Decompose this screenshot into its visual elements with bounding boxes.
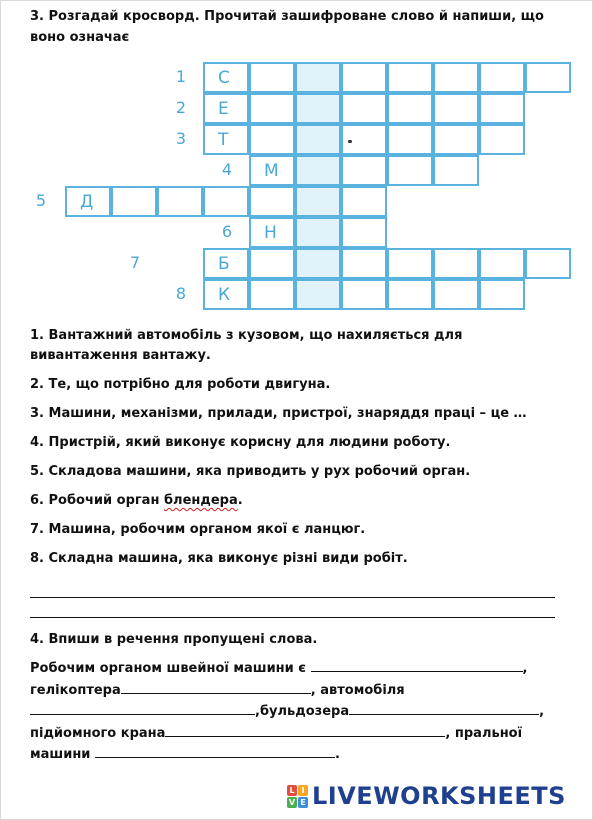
crossword-cell[interactable] <box>249 155 295 186</box>
crossword-cell[interactable] <box>249 124 295 155</box>
row-5-number: 5 <box>35 191 47 210</box>
logo-block-v: V <box>288 798 296 807</box>
crossword-cell[interactable] <box>295 155 341 186</box>
row-2-number: 2 <box>175 98 187 117</box>
crossword-cell[interactable] <box>295 93 341 124</box>
t4-line5-end: . <box>334 747 340 762</box>
logo-blocks-icon <box>287 785 309 809</box>
logo-block-l: L <box>287 785 297 796</box>
blank-helicopter[interactable] <box>121 680 311 694</box>
crossword-cell[interactable] <box>479 279 525 310</box>
crossword-cell[interactable] <box>433 62 479 93</box>
clue-7: 7. Машина, робочим органом якої є ланцюг. <box>30 522 366 537</box>
logo-text: LIVEWORKSHEETS <box>312 782 566 810</box>
crossword-cell[interactable] <box>65 186 111 217</box>
crossword-cell[interactable] <box>525 62 571 93</box>
clue-1: 1. Вантажний автомобіль з кузовом, що нахиляється для вивантаження вантажу. <box>30 328 463 363</box>
t4-line2-end: , автомобіля <box>310 682 405 698</box>
given-letter: Н <box>264 223 277 243</box>
crossword-cell[interactable] <box>479 62 525 93</box>
crossword-cell[interactable] <box>387 124 433 155</box>
blank-washing-machine[interactable] <box>95 744 335 758</box>
crossword-cell[interactable] <box>295 279 341 310</box>
t4-line3-text: ,бульдозера <box>255 704 350 719</box>
crossword-cell[interactable] <box>479 124 525 155</box>
t4-line1-text: Робочим органом швейної машини є <box>30 661 307 676</box>
row-8-number: 8 <box>175 284 187 303</box>
clue-4: 4. Пристрій, який виконує корисну для людини роботу. <box>30 435 451 450</box>
task4-sentences <box>30 658 570 766</box>
t4-line1-end: , <box>522 661 528 676</box>
clue-3: 3. Машини, механізми, прилади, пристрої, знаряддя праці – це … <box>30 406 527 421</box>
task4-title: 4. Впиши в речення пропущені слова. <box>30 632 318 647</box>
t4-line4-text: підйомного крана <box>30 725 166 741</box>
crossword-cell[interactable] <box>525 248 571 279</box>
clue-6-end: . <box>237 493 243 508</box>
crossword-cell[interactable] <box>479 248 525 279</box>
crossword-cell[interactable] <box>203 124 249 155</box>
crossword-cell[interactable] <box>341 155 387 186</box>
given-letter: Д <box>80 192 94 212</box>
crossword-cell[interactable] <box>295 124 341 155</box>
crossword-cell[interactable] <box>203 186 249 217</box>
crossword-cell[interactable] <box>249 62 295 93</box>
crossword-cell[interactable] <box>433 279 479 310</box>
crossword-cell[interactable] <box>203 279 249 310</box>
t4-line2-text: гелікоптера <box>30 682 121 698</box>
crossword-cell[interactable] <box>249 279 295 310</box>
crossword-cell[interactable] <box>387 248 433 279</box>
given-letter: Б <box>218 254 230 274</box>
crossword-cell[interactable] <box>295 62 341 93</box>
crossword-cell[interactable] <box>341 248 387 279</box>
crossword-cell[interactable] <box>249 217 295 248</box>
given-letter: К <box>218 285 231 305</box>
crossword-cell[interactable] <box>433 248 479 279</box>
given-letter: С <box>218 68 230 88</box>
crossword-cell[interactable] <box>157 186 203 217</box>
crossword-cell[interactable] <box>203 62 249 93</box>
given-letter: Т <box>218 130 229 150</box>
row-4-number: 4 <box>221 160 233 179</box>
crossword-cell[interactable] <box>203 248 249 279</box>
row-3-number: 3 <box>175 129 187 148</box>
clue-list <box>30 326 570 578</box>
crossword-cell[interactable] <box>387 279 433 310</box>
crossword-cell[interactable] <box>433 155 479 186</box>
crossword-cell[interactable] <box>203 93 249 124</box>
crossword-cell[interactable] <box>387 155 433 186</box>
t4-line5-text: машини <box>30 747 91 762</box>
crossword-cell[interactable] <box>341 93 387 124</box>
logo-block-e: E <box>298 797 308 808</box>
crossword-cell[interactable] <box>295 186 341 217</box>
row-7-number: 7 <box>129 253 141 272</box>
clue-6 <box>30 491 570 511</box>
blank-bulldozer[interactable] <box>349 701 539 715</box>
crossword-cell[interactable] <box>249 93 295 124</box>
crossword-cell[interactable] <box>433 124 479 155</box>
blank-car[interactable] <box>30 701 255 715</box>
crossword-cell[interactable] <box>341 62 387 93</box>
crossword-cell[interactable] <box>341 279 387 310</box>
crossword-cell[interactable] <box>249 186 295 217</box>
blank-crane[interactable] <box>165 723 445 737</box>
crossword-cell[interactable] <box>295 217 341 248</box>
row-1-number: 1 <box>175 67 187 86</box>
crossword-cell[interactable] <box>479 93 525 124</box>
stray-dot <box>348 140 352 143</box>
blank-sewing-machine[interactable] <box>311 658 523 672</box>
crossword-cell[interactable] <box>341 186 387 217</box>
crossword-cell[interactable] <box>433 93 479 124</box>
crossword-cell[interactable] <box>295 248 341 279</box>
clue-2: 2. Те, що потрібно для роботи двигуна. <box>30 377 331 392</box>
clue-8: 8. Складна машина, яка виконує різні види робіт. <box>30 551 408 566</box>
clue-6-misspelled-word: блендера <box>163 493 238 508</box>
crossword-cell[interactable] <box>249 248 295 279</box>
clue-6-text: 6. Робочий орган <box>30 493 164 508</box>
row-6-number: 6 <box>221 222 233 241</box>
answer-line-2[interactable] <box>30 617 555 618</box>
logo-block-i: I <box>298 785 308 796</box>
given-letter: Е <box>218 99 229 119</box>
crossword-cell[interactable] <box>341 217 387 248</box>
t4-line4-end: , пральної <box>445 725 523 741</box>
given-letter: М <box>264 161 279 181</box>
crossword-cell[interactable] <box>387 93 433 124</box>
answer-line-1[interactable] <box>30 597 555 598</box>
crossword-cell[interactable] <box>111 186 157 217</box>
task3-title: 3. Розгадай кросворд. Прочитай зашифроване слово й напиши, що воно означає <box>30 9 544 45</box>
crossword-cell[interactable] <box>387 62 433 93</box>
clue-5: 5. Складова машини, яка приводить у рух робочий орган. <box>30 464 471 479</box>
t4-line3-end: , <box>539 704 545 719</box>
